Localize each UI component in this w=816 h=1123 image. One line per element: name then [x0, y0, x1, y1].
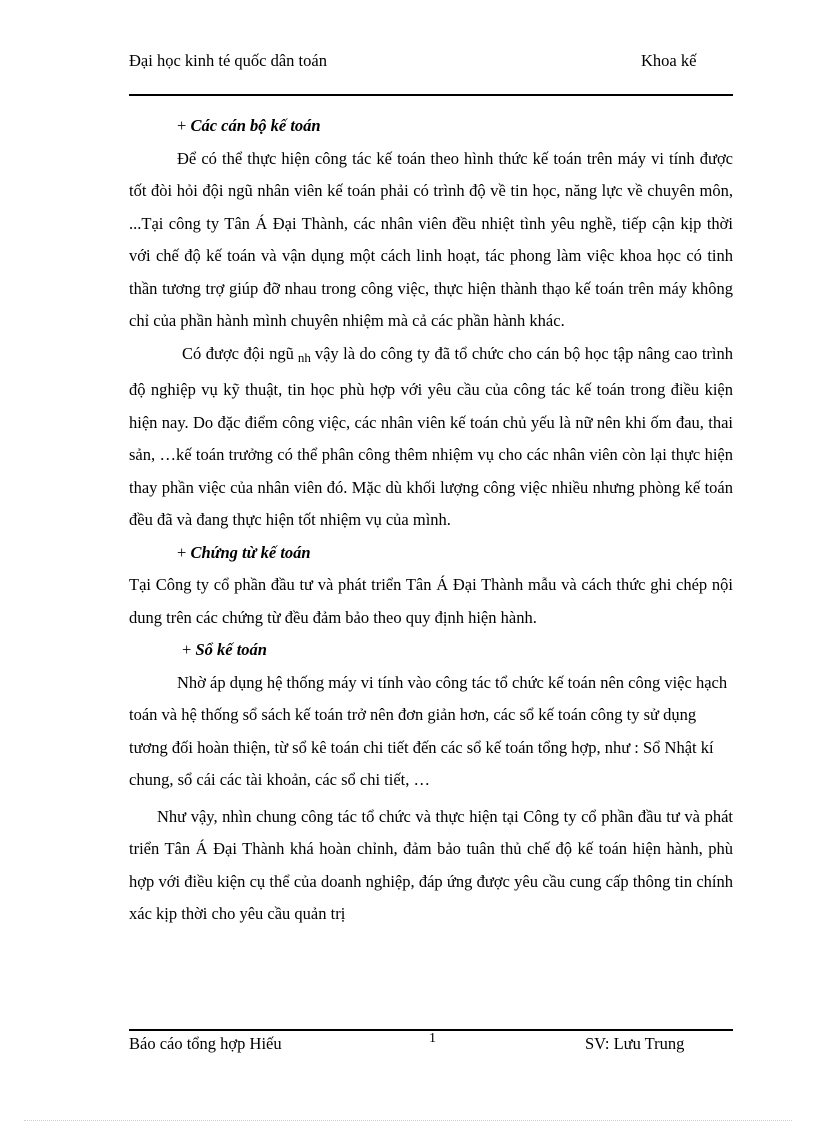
footer-right: SV: Lưu Trung	[585, 1034, 685, 1053]
page-number: 1	[429, 1031, 436, 1046]
header-left: Đại học kinh té quốc dân toán	[129, 51, 327, 70]
header-rule	[129, 94, 733, 96]
page-bottom-dotted-line	[24, 1120, 792, 1121]
section-heading-staff: + Các cán bộ kế toán	[177, 116, 321, 135]
paragraph: Tại Công ty cổ phần đầu tư và phát triển Tân Á Đại Thành mẫu và cách thức ghi chép nội dung trên các chứng từ đều đảm bảo theo quy định hiện hành.	[129, 575, 733, 627]
paragraph: Nhờ áp dụng hệ thống máy vi tính vào công tác tổ chức kế toán nên công việc hạch toán và hệ thống sổ sách kế toán trở nên đơn giản hơn, các sổ kế toán công ty sử dụng tương đối hoàn thiện, từ sổ kê toán chi tiết đến các sổ kế toán tổng hợp, như : Sổ Nhật kí chung, sổ cái các tài khoản, các sổ chi tiết, …	[129, 672, 728, 789]
section-heading-vouchers: + Chứng từ kế toán	[177, 542, 311, 562]
paragraph: Có được đội ngũ nh vậy là do công ty đã tổ chức cho cán bộ học tập nâng cao trình độ nghiệp vụ kỹ thuật, tin học phù hợp với yêu cầu của công tác kế toán trong điều kiện hiện nay. Do đặc điểm công việc, các nhân viên kế toán chủ yếu là nữ nên khi ốm đau, thai sản, …kế toán trưởng có thể phân công thêm nhiệm vụ cho các nhân viên còn lại thực hiện thay phần việc của nhân viên đó. Mặc dù khối lượng công việc nhiều nhưng phòng kế toán đều đã và đang thực hiện tốt nhiệm vụ của mình.	[129, 343, 733, 529]
paragraph: Để có thể thực hiện công tác kế toán theo hình thức kế toán trên máy vi tính được tốt đòi hỏi đội ngũ nhân viên kế toán phải có trình độ về tin học, năng lực về chuyên môn, ...Tại công ty Tân Á Đại Thành, các nhân viên đều nhiệt tình yêu nghề, tiếp cận kịp thời với chế độ kế toán và vận dụng một cách linh hoạt, tác phong làm việc khoa học có tinh thần tương trợ giúp đỡ nhau trong công việc, thực hiện thành thạo kế toán trên máy không chỉ của phần hành mình chuyên nhiệm mà cả các phần hành khác.	[129, 148, 733, 330]
section-heading-ledgers: + Sổ kế toán	[182, 640, 267, 659]
document-body	[129, 110, 733, 931]
footer-left: Báo cáo tổng hợp Hiếu	[129, 1034, 282, 1053]
header-right: Khoa kế	[641, 51, 697, 70]
paragraph: Như vậy, nhìn chung công tác tổ chức và thực hiện tại Công ty cổ phần đầu tư và phát triển Tân Á Đại Thành khá hoàn chỉnh, đảm bảo tuân thủ chế độ kế toán hiện hành, phù hợp với điều kiện cụ thể của doanh nghiệp, đáp ứng được yêu cầu cung cấp thông tin chính xác kịp thời cho yêu cầu quản trị	[129, 806, 733, 923]
